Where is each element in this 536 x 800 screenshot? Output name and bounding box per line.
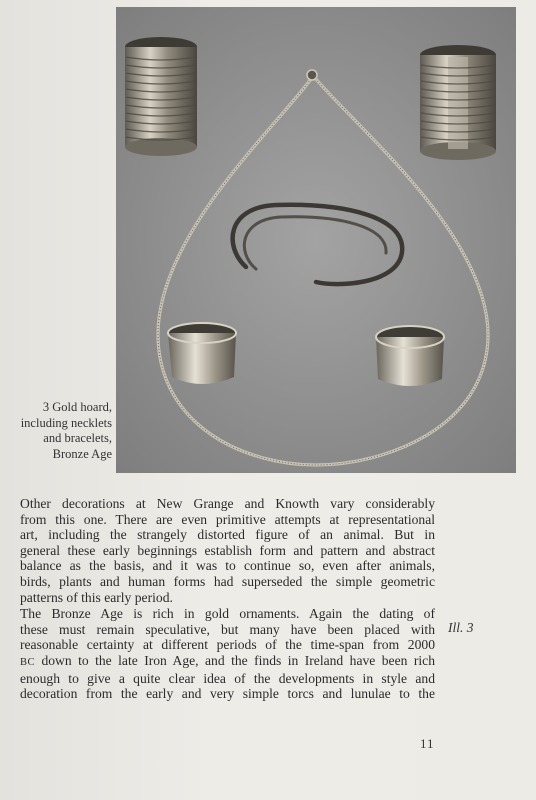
body-text: [20, 496, 435, 702]
necklet-clasp: [307, 70, 317, 80]
right-ring-bracelet: [376, 326, 444, 386]
figure-caption: [0, 400, 112, 462]
text-line: from this one. There are even primitive attempts at representational: [20, 511, 435, 527]
paragraph-1: [20, 496, 435, 605]
caption-line: 3 Gold hoard,: [42, 400, 112, 414]
text-line: [20, 653, 435, 671]
caption-line: and bracelets,: [43, 431, 112, 445]
paragraph-2: [20, 606, 435, 702]
caption-line: including necklets: [20, 415, 112, 430]
text-line: birds, plants and human forms had superseded the simple geometric: [20, 573, 435, 589]
text-line: patterns of this early period.: [20, 589, 173, 605]
text-line: general these early beginnings establish form and pattern and abstract: [20, 542, 435, 558]
text-line: decoration from the early and very simple torcs and lunulae to the: [20, 686, 435, 702]
illustration-reference: Ill. 3: [448, 620, 474, 635]
text-line: these must remain speculative, but many have been placed with: [20, 621, 435, 637]
text-line: reasonable certainty at different periods of the time-span from 2000: [20, 637, 435, 653]
gold-hoard-illustration: [116, 7, 516, 473]
gold-hoard-photograph: [116, 7, 516, 473]
text-line: balance as the basis, and it was to continue so, even after animals,: [20, 558, 435, 574]
text-line: The Bronze Age is rich in gold ornaments. Again the dating of: [20, 606, 435, 622]
page-number: 11: [420, 736, 435, 751]
caption-line: Bronze Age: [52, 446, 112, 461]
text-line: enough to give a quite clear idea of the developments in style and: [20, 670, 435, 686]
text-line-rest: down to the late Iron Age, and the finds in Ireland have been rich: [35, 652, 435, 668]
bc-abbreviation: BC: [20, 656, 36, 668]
left-cuff-bracelet: [125, 37, 197, 156]
text-line: Other decorations at New Grange and Knowth vary considerably: [20, 496, 435, 511]
text-line: art, including the strangely distorted figure of an animal. But in: [20, 527, 435, 543]
left-ring-bracelet: [168, 323, 236, 384]
right-cuff-bracelet: [420, 45, 496, 160]
